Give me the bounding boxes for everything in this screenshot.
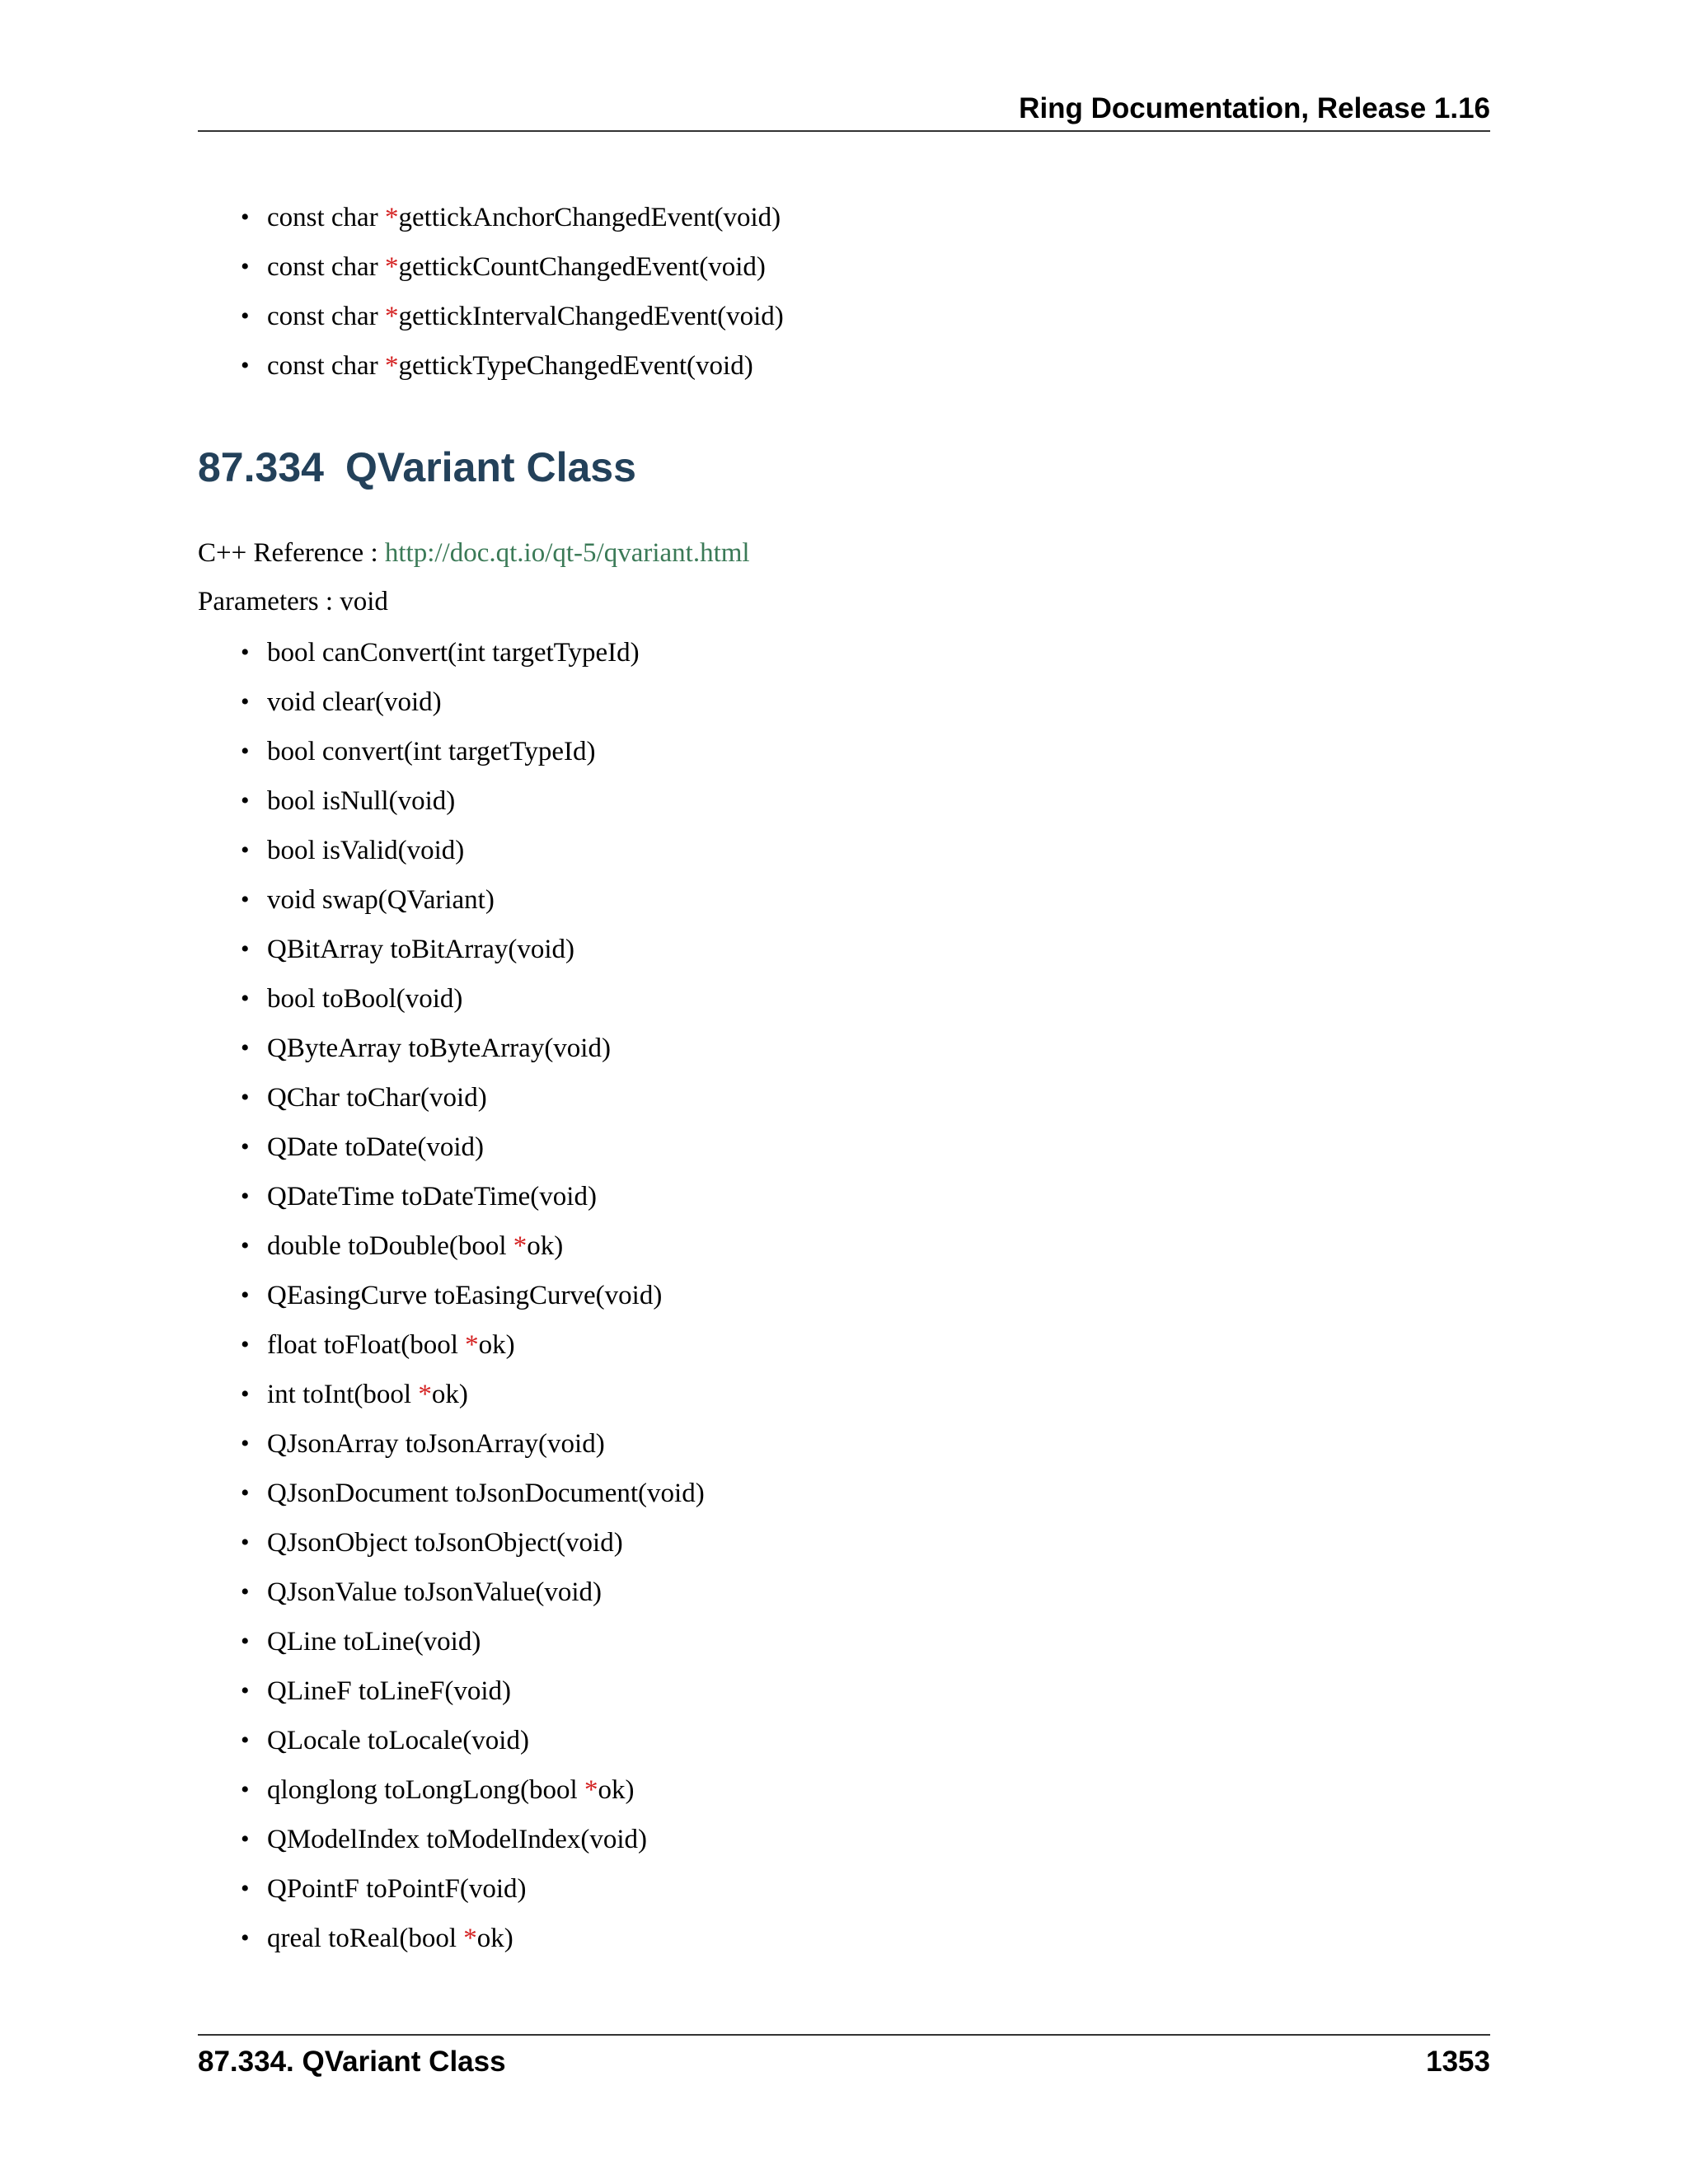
item-text: QDate toDate(void) bbox=[267, 1132, 484, 1162]
item-text-rest: ok) bbox=[431, 1380, 468, 1409]
event-getter-list bbox=[198, 193, 1490, 391]
bullet-icon: • bbox=[241, 985, 250, 1012]
bullet-icon: • bbox=[241, 1727, 250, 1754]
list-item bbox=[198, 1617, 1490, 1666]
list-item bbox=[198, 1419, 1490, 1469]
item-text: qreal toReal(bool bbox=[267, 1924, 464, 1953]
item-text: bool isNull(void) bbox=[267, 786, 456, 816]
bullet-icon: • bbox=[241, 688, 250, 715]
item-text: QChar toChar(void) bbox=[267, 1083, 487, 1113]
list-item bbox=[198, 1518, 1490, 1568]
list-item bbox=[198, 1666, 1490, 1716]
footer-section: 87.334. QVariant Class bbox=[198, 2046, 506, 2078]
list-item bbox=[198, 1765, 1490, 1815]
list-item bbox=[198, 1122, 1490, 1172]
item-text: QDateTime toDateTime(void) bbox=[267, 1182, 597, 1212]
list-item bbox=[198, 1073, 1490, 1122]
item-text-rest: ok) bbox=[478, 1330, 515, 1360]
pointer-star: * bbox=[465, 1330, 479, 1360]
item-text: float toFloat(bool bbox=[267, 1330, 466, 1360]
list-item bbox=[198, 1568, 1490, 1617]
item-text: double toDouble(bool bbox=[267, 1231, 513, 1261]
item-text: bool toBool(void) bbox=[267, 984, 463, 1014]
bullet-icon: • bbox=[241, 253, 250, 280]
reference-label: C++ Reference : bbox=[198, 538, 385, 568]
item-text: QBitArray toBitArray(void) bbox=[267, 935, 575, 964]
item-text: const char bbox=[267, 351, 385, 381]
bullet-icon: • bbox=[241, 1529, 250, 1556]
bullet-icon: • bbox=[241, 204, 250, 231]
item-text: QModelIndex toModelIndex(void) bbox=[267, 1825, 647, 1854]
page-number: 1353 bbox=[1426, 2046, 1490, 2078]
list-item bbox=[198, 292, 1490, 341]
item-text: int toInt(bool bbox=[267, 1380, 419, 1409]
page-footer bbox=[198, 2034, 1490, 2079]
list-item bbox=[198, 1469, 1490, 1518]
list-item bbox=[198, 727, 1490, 776]
reference-link[interactable]: http://doc.qt.io/qt-5/qvariant.html bbox=[384, 538, 750, 568]
list-item bbox=[198, 1271, 1490, 1320]
pointer-star: * bbox=[513, 1231, 528, 1261]
bullet-icon: • bbox=[241, 738, 250, 765]
bullet-icon: • bbox=[241, 1183, 250, 1210]
list-item bbox=[198, 1320, 1490, 1370]
cpp-reference-line bbox=[198, 534, 750, 572]
pointer-star: * bbox=[384, 302, 399, 331]
list-item bbox=[198, 826, 1490, 875]
item-text-rest: ok) bbox=[527, 1231, 564, 1261]
parameters-line: Parameters : void bbox=[198, 587, 388, 616]
list-item bbox=[198, 776, 1490, 826]
bullet-icon: • bbox=[241, 1430, 250, 1457]
list-item bbox=[198, 1815, 1490, 1864]
section-number: 87.334 bbox=[198, 444, 324, 490]
page-header bbox=[198, 89, 1490, 132]
list-item bbox=[198, 875, 1490, 925]
bullet-icon: • bbox=[241, 1628, 250, 1655]
bullet-icon: • bbox=[241, 935, 250, 963]
bullet-icon: • bbox=[241, 1282, 250, 1309]
bullet-icon: • bbox=[241, 1776, 250, 1803]
pointer-star: * bbox=[584, 1775, 598, 1805]
bullet-icon: • bbox=[241, 1232, 250, 1259]
item-text: QPointF toPointF(void) bbox=[267, 1874, 527, 1904]
item-text: QEasingCurve toEasingCurve(void) bbox=[267, 1281, 663, 1310]
bullet-icon: • bbox=[241, 639, 250, 666]
item-text-rest: ok) bbox=[476, 1924, 513, 1953]
item-text: bool canConvert(int targetTypeId) bbox=[267, 638, 640, 668]
item-text-rest: gettickAnchorChangedEvent(void) bbox=[398, 203, 781, 232]
item-text: QJsonValue toJsonValue(void) bbox=[267, 1577, 603, 1607]
item-text: QLine toLine(void) bbox=[267, 1627, 481, 1657]
list-item bbox=[198, 974, 1490, 1024]
pointer-star: * bbox=[418, 1380, 432, 1409]
list-item bbox=[198, 1864, 1490, 1914]
item-text-rest: gettickCountChangedEvent(void) bbox=[398, 252, 766, 282]
bullet-icon: • bbox=[241, 1825, 250, 1853]
list-item bbox=[198, 193, 1490, 242]
item-text-rest: ok) bbox=[598, 1775, 635, 1805]
pointer-star: * bbox=[384, 252, 399, 282]
item-text: QLocale toLocale(void) bbox=[267, 1726, 529, 1755]
pointer-star: * bbox=[384, 351, 399, 381]
bullet-icon: • bbox=[241, 1875, 250, 1902]
item-text: const char bbox=[267, 302, 385, 331]
list-item bbox=[198, 242, 1490, 292]
method-list bbox=[198, 628, 1490, 1963]
pointer-star: * bbox=[463, 1924, 477, 1953]
list-item bbox=[198, 677, 1490, 727]
item-text: QByteArray toByteArray(void) bbox=[267, 1033, 611, 1063]
bullet-icon: • bbox=[241, 302, 250, 330]
bullet-icon: • bbox=[241, 1479, 250, 1507]
item-text: bool isValid(void) bbox=[267, 836, 465, 865]
bullet-icon: • bbox=[241, 352, 250, 379]
list-item bbox=[198, 1221, 1490, 1271]
bullet-icon: • bbox=[241, 1034, 250, 1062]
bullet-icon: • bbox=[241, 1133, 250, 1160]
section-title-text: QVariant Class bbox=[345, 444, 636, 490]
item-text: QLineF toLineF(void) bbox=[267, 1676, 512, 1706]
list-item bbox=[198, 341, 1490, 391]
list-item bbox=[198, 1370, 1490, 1419]
bullet-icon: • bbox=[241, 1084, 250, 1111]
item-text: qlonglong toLongLong(bool bbox=[267, 1775, 584, 1805]
item-text-rest: gettickIntervalChangedEvent(void) bbox=[398, 302, 784, 331]
item-text: const char bbox=[267, 203, 385, 232]
header-title: Ring Documentation, Release 1.16 bbox=[1019, 92, 1490, 124]
bullet-icon: • bbox=[241, 1677, 250, 1704]
item-text: const char bbox=[267, 252, 385, 282]
section-heading bbox=[198, 438, 636, 496]
list-item bbox=[198, 1716, 1490, 1765]
list-item bbox=[198, 1172, 1490, 1221]
item-text: QJsonObject toJsonObject(void) bbox=[267, 1528, 623, 1558]
item-text: bool convert(int targetTypeId) bbox=[267, 737, 596, 766]
list-item bbox=[198, 628, 1490, 677]
bullet-icon: • bbox=[241, 787, 250, 814]
item-text: void swap(QVariant) bbox=[267, 885, 495, 915]
list-item bbox=[198, 1914, 1490, 1963]
list-item bbox=[198, 925, 1490, 974]
pointer-star: * bbox=[384, 203, 399, 232]
bullet-icon: • bbox=[241, 886, 250, 913]
list-item bbox=[198, 1024, 1490, 1073]
bullet-icon: • bbox=[241, 837, 250, 864]
item-text: QJsonArray toJsonArray(void) bbox=[267, 1429, 605, 1459]
bullet-icon: • bbox=[241, 1578, 250, 1605]
bullet-icon: • bbox=[241, 1331, 250, 1358]
bullet-icon: • bbox=[241, 1924, 250, 1952]
bullet-icon: • bbox=[241, 1380, 250, 1408]
item-text: void clear(void) bbox=[267, 687, 442, 717]
item-text-rest: gettickTypeChangedEvent(void) bbox=[398, 351, 753, 381]
item-text: QJsonDocument toJsonDocument(void) bbox=[267, 1479, 705, 1508]
